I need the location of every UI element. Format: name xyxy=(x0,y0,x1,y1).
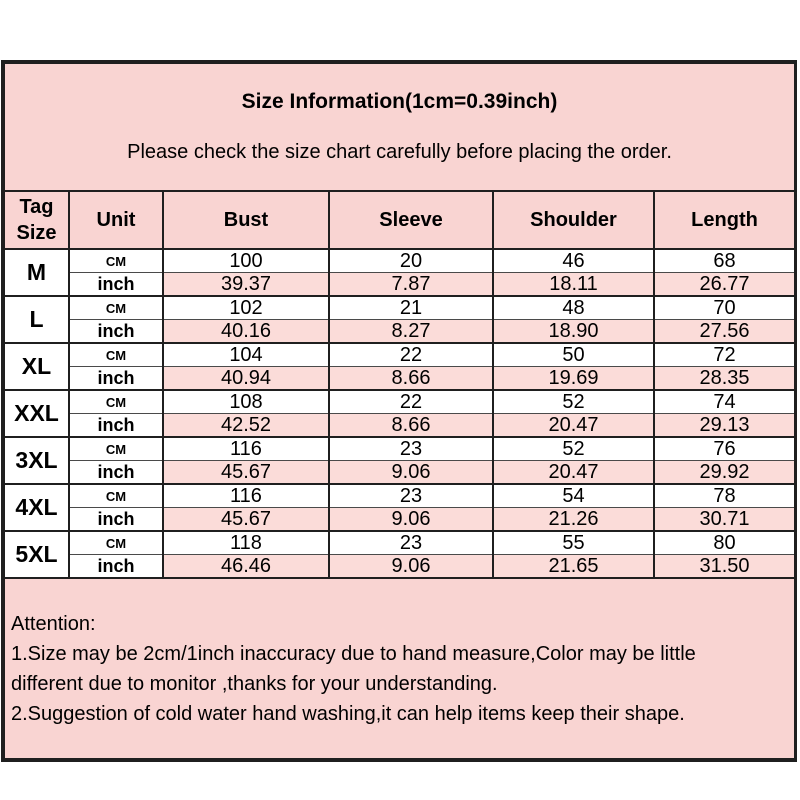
measurement-value: 78 xyxy=(654,484,795,508)
measurement-value: 18.11 xyxy=(493,273,654,297)
unit-cell: inch xyxy=(69,320,163,344)
measurement-value: 46.46 xyxy=(163,555,329,579)
tag-size-cell: XXL xyxy=(4,390,69,437)
measurement-value: 68 xyxy=(654,249,795,273)
size-row-cm xyxy=(4,249,795,273)
tag-size-cell: L xyxy=(4,296,69,343)
size-row-inch xyxy=(4,461,795,485)
measurement-value: 29.13 xyxy=(654,414,795,438)
measurement-value: 40.94 xyxy=(163,367,329,391)
size-row-cm xyxy=(4,296,795,320)
measurement-value: 27.56 xyxy=(654,320,795,344)
measurement-value: 54 xyxy=(493,484,654,508)
measurement-value: 74 xyxy=(654,390,795,414)
tag-size-cell: 4XL xyxy=(4,484,69,531)
measurement-value: 102 xyxy=(163,296,329,320)
size-row-inch xyxy=(4,414,795,438)
size-row-inch xyxy=(4,508,795,532)
tag-size-cell: XL xyxy=(4,343,69,390)
measurement-value: 7.87 xyxy=(329,273,493,297)
unit-cell: inch xyxy=(69,461,163,485)
measurement-value: 39.37 xyxy=(163,273,329,297)
measurement-value: 8.66 xyxy=(329,367,493,391)
measurement-value: 52 xyxy=(493,390,654,414)
measurement-value: 116 xyxy=(163,437,329,461)
measurement-value: 55 xyxy=(493,531,654,555)
size-row-inch xyxy=(4,320,795,344)
tag-size-cell: M xyxy=(4,249,69,296)
size-chart-table xyxy=(1,60,797,762)
unit-cell: inch xyxy=(69,414,163,438)
attention-line: different due to monitor ,thanks for your understanding. xyxy=(11,673,498,695)
tag-size-cell: 5XL xyxy=(4,531,69,578)
measurement-value: 52 xyxy=(493,437,654,461)
page-title: Size Information(1cm=0.39inch) xyxy=(241,90,558,113)
unit-cell: CM xyxy=(69,484,163,508)
unit-cell: CM xyxy=(69,249,163,273)
measurement-value: 30.71 xyxy=(654,508,795,532)
tag-size-cell: 3XL xyxy=(4,437,69,484)
measurement-value: 50 xyxy=(493,343,654,367)
measurement-value: 20 xyxy=(329,249,493,273)
measurement-value: 104 xyxy=(163,343,329,367)
measurement-value: 18.90 xyxy=(493,320,654,344)
measurement-value: 116 xyxy=(163,484,329,508)
measurement-value: 23 xyxy=(329,484,493,508)
measurement-value: 45.67 xyxy=(163,508,329,532)
measurement-value: 20.47 xyxy=(493,414,654,438)
attention-heading: Attention: xyxy=(11,613,96,635)
measurement-value: 76 xyxy=(654,437,795,461)
attention-line: 2.Suggestion of cold water hand washing,it can help items keep their shape. xyxy=(11,703,685,725)
title-row xyxy=(4,63,795,191)
unit-cell: inch xyxy=(69,367,163,391)
measurement-value: 20.47 xyxy=(493,461,654,485)
size-row-cm xyxy=(4,437,795,461)
measurement-value: 31.50 xyxy=(654,555,795,579)
unit-cell: inch xyxy=(69,508,163,532)
size-row-cm xyxy=(4,390,795,414)
unit-cell: CM xyxy=(69,390,163,414)
column-header: Tag Size xyxy=(4,191,69,249)
column-header: Unit xyxy=(69,191,163,249)
measurement-value: 45.67 xyxy=(163,461,329,485)
measurement-value: 118 xyxy=(163,531,329,555)
unit-cell: inch xyxy=(69,273,163,297)
measurement-value: 29.92 xyxy=(654,461,795,485)
measurement-value: 42.52 xyxy=(163,414,329,438)
measurement-value: 22 xyxy=(329,343,493,367)
measurement-value: 8.66 xyxy=(329,414,493,438)
page-subtitle: Please check the size chart carefully before placing the order. xyxy=(127,141,672,163)
measurement-value: 80 xyxy=(654,531,795,555)
measurement-value: 9.06 xyxy=(329,555,493,579)
measurement-value: 22 xyxy=(329,390,493,414)
size-row-cm xyxy=(4,343,795,367)
column-header: Sleeve xyxy=(329,191,493,249)
measurement-value: 23 xyxy=(329,437,493,461)
column-header: Bust xyxy=(163,191,329,249)
attention-block xyxy=(4,578,795,759)
unit-cell: CM xyxy=(69,343,163,367)
column-header-row xyxy=(4,191,795,249)
unit-cell: CM xyxy=(69,437,163,461)
measurement-value: 8.27 xyxy=(329,320,493,344)
measurement-value: 21.26 xyxy=(493,508,654,532)
column-header: Length xyxy=(654,191,795,249)
size-row-cm xyxy=(4,484,795,508)
title-block xyxy=(4,63,795,191)
column-header: Shoulder xyxy=(493,191,654,249)
measurement-value: 9.06 xyxy=(329,461,493,485)
unit-cell: CM xyxy=(69,296,163,320)
size-row-inch xyxy=(4,273,795,297)
measurement-value: 46 xyxy=(493,249,654,273)
measurement-value: 21.65 xyxy=(493,555,654,579)
measurement-value: 21 xyxy=(329,296,493,320)
measurement-value: 28.35 xyxy=(654,367,795,391)
size-row-inch xyxy=(4,555,795,579)
measurement-value: 108 xyxy=(163,390,329,414)
unit-cell: inch xyxy=(69,555,163,579)
measurement-value: 70 xyxy=(654,296,795,320)
measurement-value: 72 xyxy=(654,343,795,367)
size-table xyxy=(3,62,796,760)
measurement-value: 19.69 xyxy=(493,367,654,391)
measurement-value: 40.16 xyxy=(163,320,329,344)
measurement-value: 23 xyxy=(329,531,493,555)
unit-cell: CM xyxy=(69,531,163,555)
measurement-value: 9.06 xyxy=(329,508,493,532)
size-row-inch xyxy=(4,367,795,391)
measurement-value: 26.77 xyxy=(654,273,795,297)
measurement-value: 48 xyxy=(493,296,654,320)
attention-row xyxy=(4,578,795,759)
size-row-cm xyxy=(4,531,795,555)
measurement-value: 100 xyxy=(163,249,329,273)
attention-line: 1.Size may be 2cm/1inch inaccuracy due to hand measure,Color may be little xyxy=(11,643,696,665)
